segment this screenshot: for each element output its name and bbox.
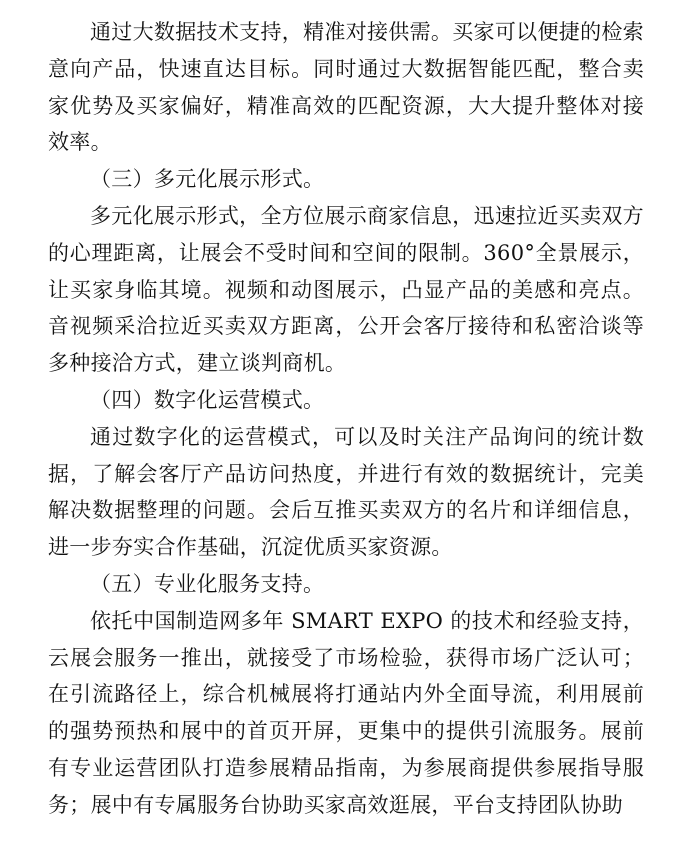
heading-diversified-display: （三）多元化展示形式。 xyxy=(90,167,325,192)
paragraph-professional-service: 依托中国制造网多年 SMART EXPO 的技术和经验支持，云展会服务一推出，就接受了市场检验，获得市场广泛认可；在引流路径上，综合机械展将打通站内外全面导流，利用展前的强势预热和展中的首页开屏，更集中的提供引流服务。展前有专业运营团队打造参展精品指南，为参展商提供参展指导服务；展中有专属服务台协助买家高效逛展，平台支持团队协助 xyxy=(48,608,644,817)
paragraph-big-data-matching: 通过大数据技术支持，精准对接供需。买家可以便捷的检索意向产品，快速直达目标。同时通过大数据智能匹配，整合卖家优势及买家偏好，精准高效的匹配资源，大大提升整体对接效率。 xyxy=(48,20,644,155)
paragraph-diversified-display: 多元化展示形式，全方位展示商家信息，迅速拉近买卖双方的心理距离，让展会不受时间和空间的限制。360°全景展示，让买家身临其境。视频和动图展示，凸显产品的美感和亮点。音视频采洽拉近买卖双方距离，公开会客厅接待和私密洽谈等多种接洽方式，建立谈判商机。 xyxy=(48,203,644,376)
heading-professional-service: （五）专业化服务支持。 xyxy=(90,571,325,596)
paragraph-digital-operation: 通过数字化的运营模式，可以及时关注产品询问的统计数据，了解会客厅产品访问热度，并进行有效的数据统计，完美解决数据整理的问题。会后互推买卖双方的名片和详细信息，进一步夯实合作基础，沉淀优质买家资源。 xyxy=(48,424,644,560)
heading-digital-operation: （四）数字化运营模式。 xyxy=(90,387,325,412)
